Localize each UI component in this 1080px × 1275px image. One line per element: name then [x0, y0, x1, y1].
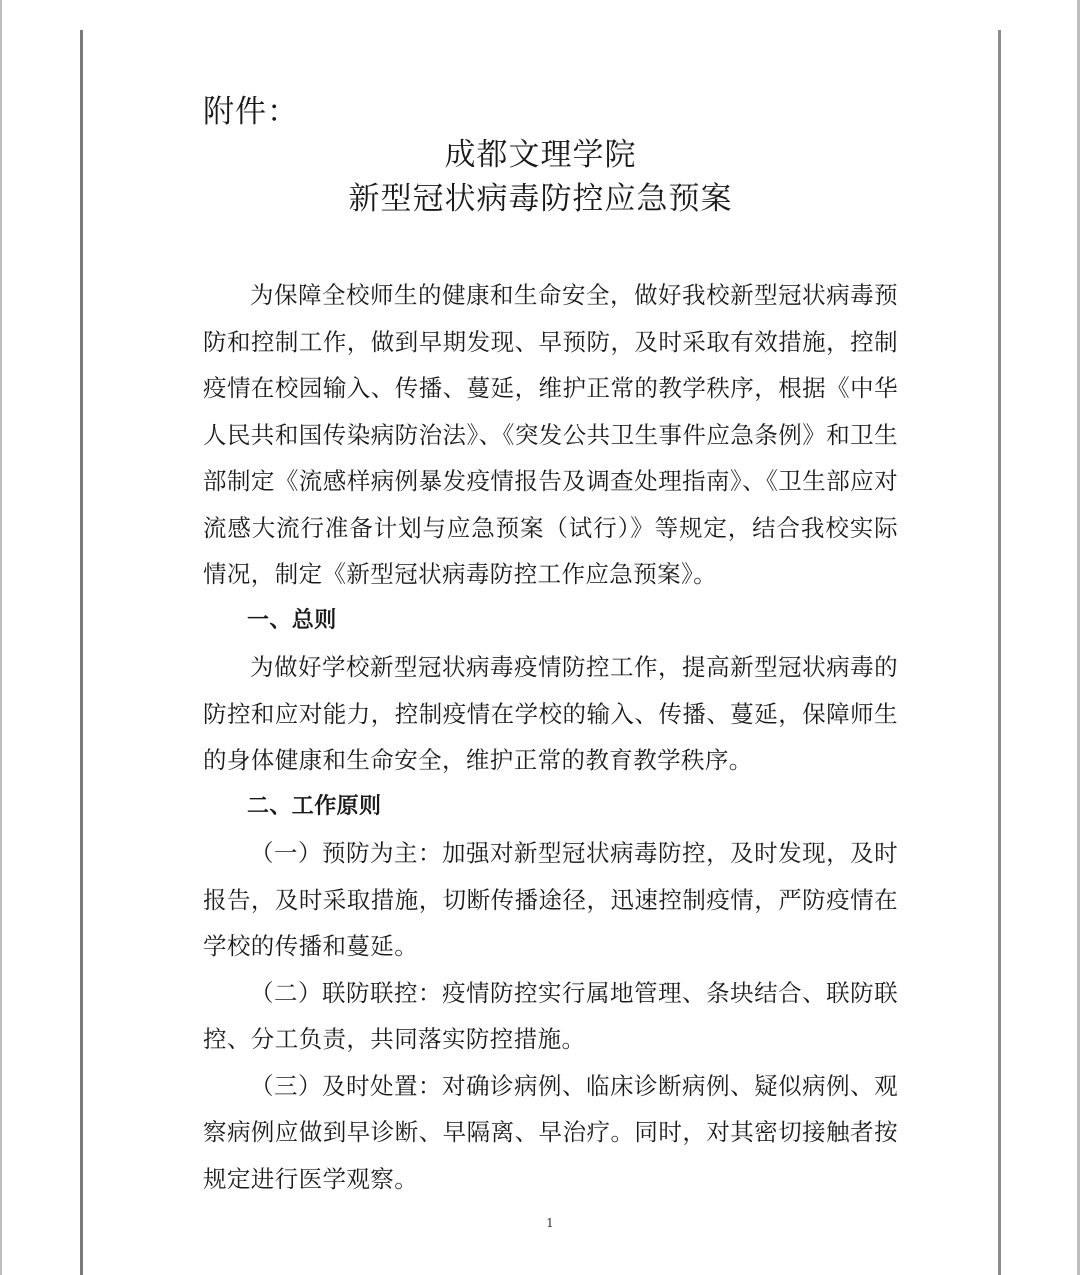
page-number: 1	[546, 1216, 554, 1230]
preamble-paragraph: 为保障全校师生的健康和生命安全，做好我校新型冠状病毒预防和控制工作，做到早期发现、早预防，及时采取有效措施，控制疫情在校园输入、传播、蔓延，维护正常的教学秩序，根据《中华人民共和国传染病防治法》、《突发公共卫生事件应急条例》和卫生部制定《流感样病例暴发疫情报告及调查处理指南》、《卫生部应对流感大流行准备计划与应急预案（试行）》等规定，结合我校实际情况，制定《新型冠状病毒防控工作应急预案》。	[203, 281, 898, 588]
attachment-label: 附件：	[203, 94, 299, 130]
principle-prevention-paragraph: （一）预防为主：加强对新型冠状病毒防控，及时发现，及时报告，及时采取措施，切断传播途径，迅速控制疫情，严防疫情在学校的传播和蔓延。	[203, 839, 898, 960]
principle-timely-handling-paragraph: （三）及时处置：对确诊病例、临床诊断病例、疑似病例、观察病例应做到早诊断、早隔离、早治疗。同时，对其密切接触者按规定进行医学观察。	[203, 1071, 898, 1193]
document-title	[83, 133, 998, 221]
principle-joint-control-paragraph: （二）联防联控：疫情防控实行属地管理、条块结合、联防联控、分工负责，共同落实防控措施。	[203, 978, 898, 1053]
screen-left-edge	[0, 0, 2, 1275]
section-heading-principles: 二、工作原则	[247, 793, 382, 819]
title-line-school: 成都文理学院	[444, 137, 637, 173]
section-heading-general: 一、总则	[247, 607, 337, 633]
document-body	[203, 272, 898, 1202]
title-line-plan: 新型冠状病毒防控应急预案	[348, 181, 733, 217]
page-right-border	[998, 30, 1001, 1275]
general-paragraph: 为做好学校新型冠状病毒疫情防控工作，提高新型冠状病毒的防控和应对能力，控制疫情在学校的输入、传播、蔓延，保障师生的身体健康和生命安全，维护正常的教育教学秩序。	[203, 653, 898, 774]
